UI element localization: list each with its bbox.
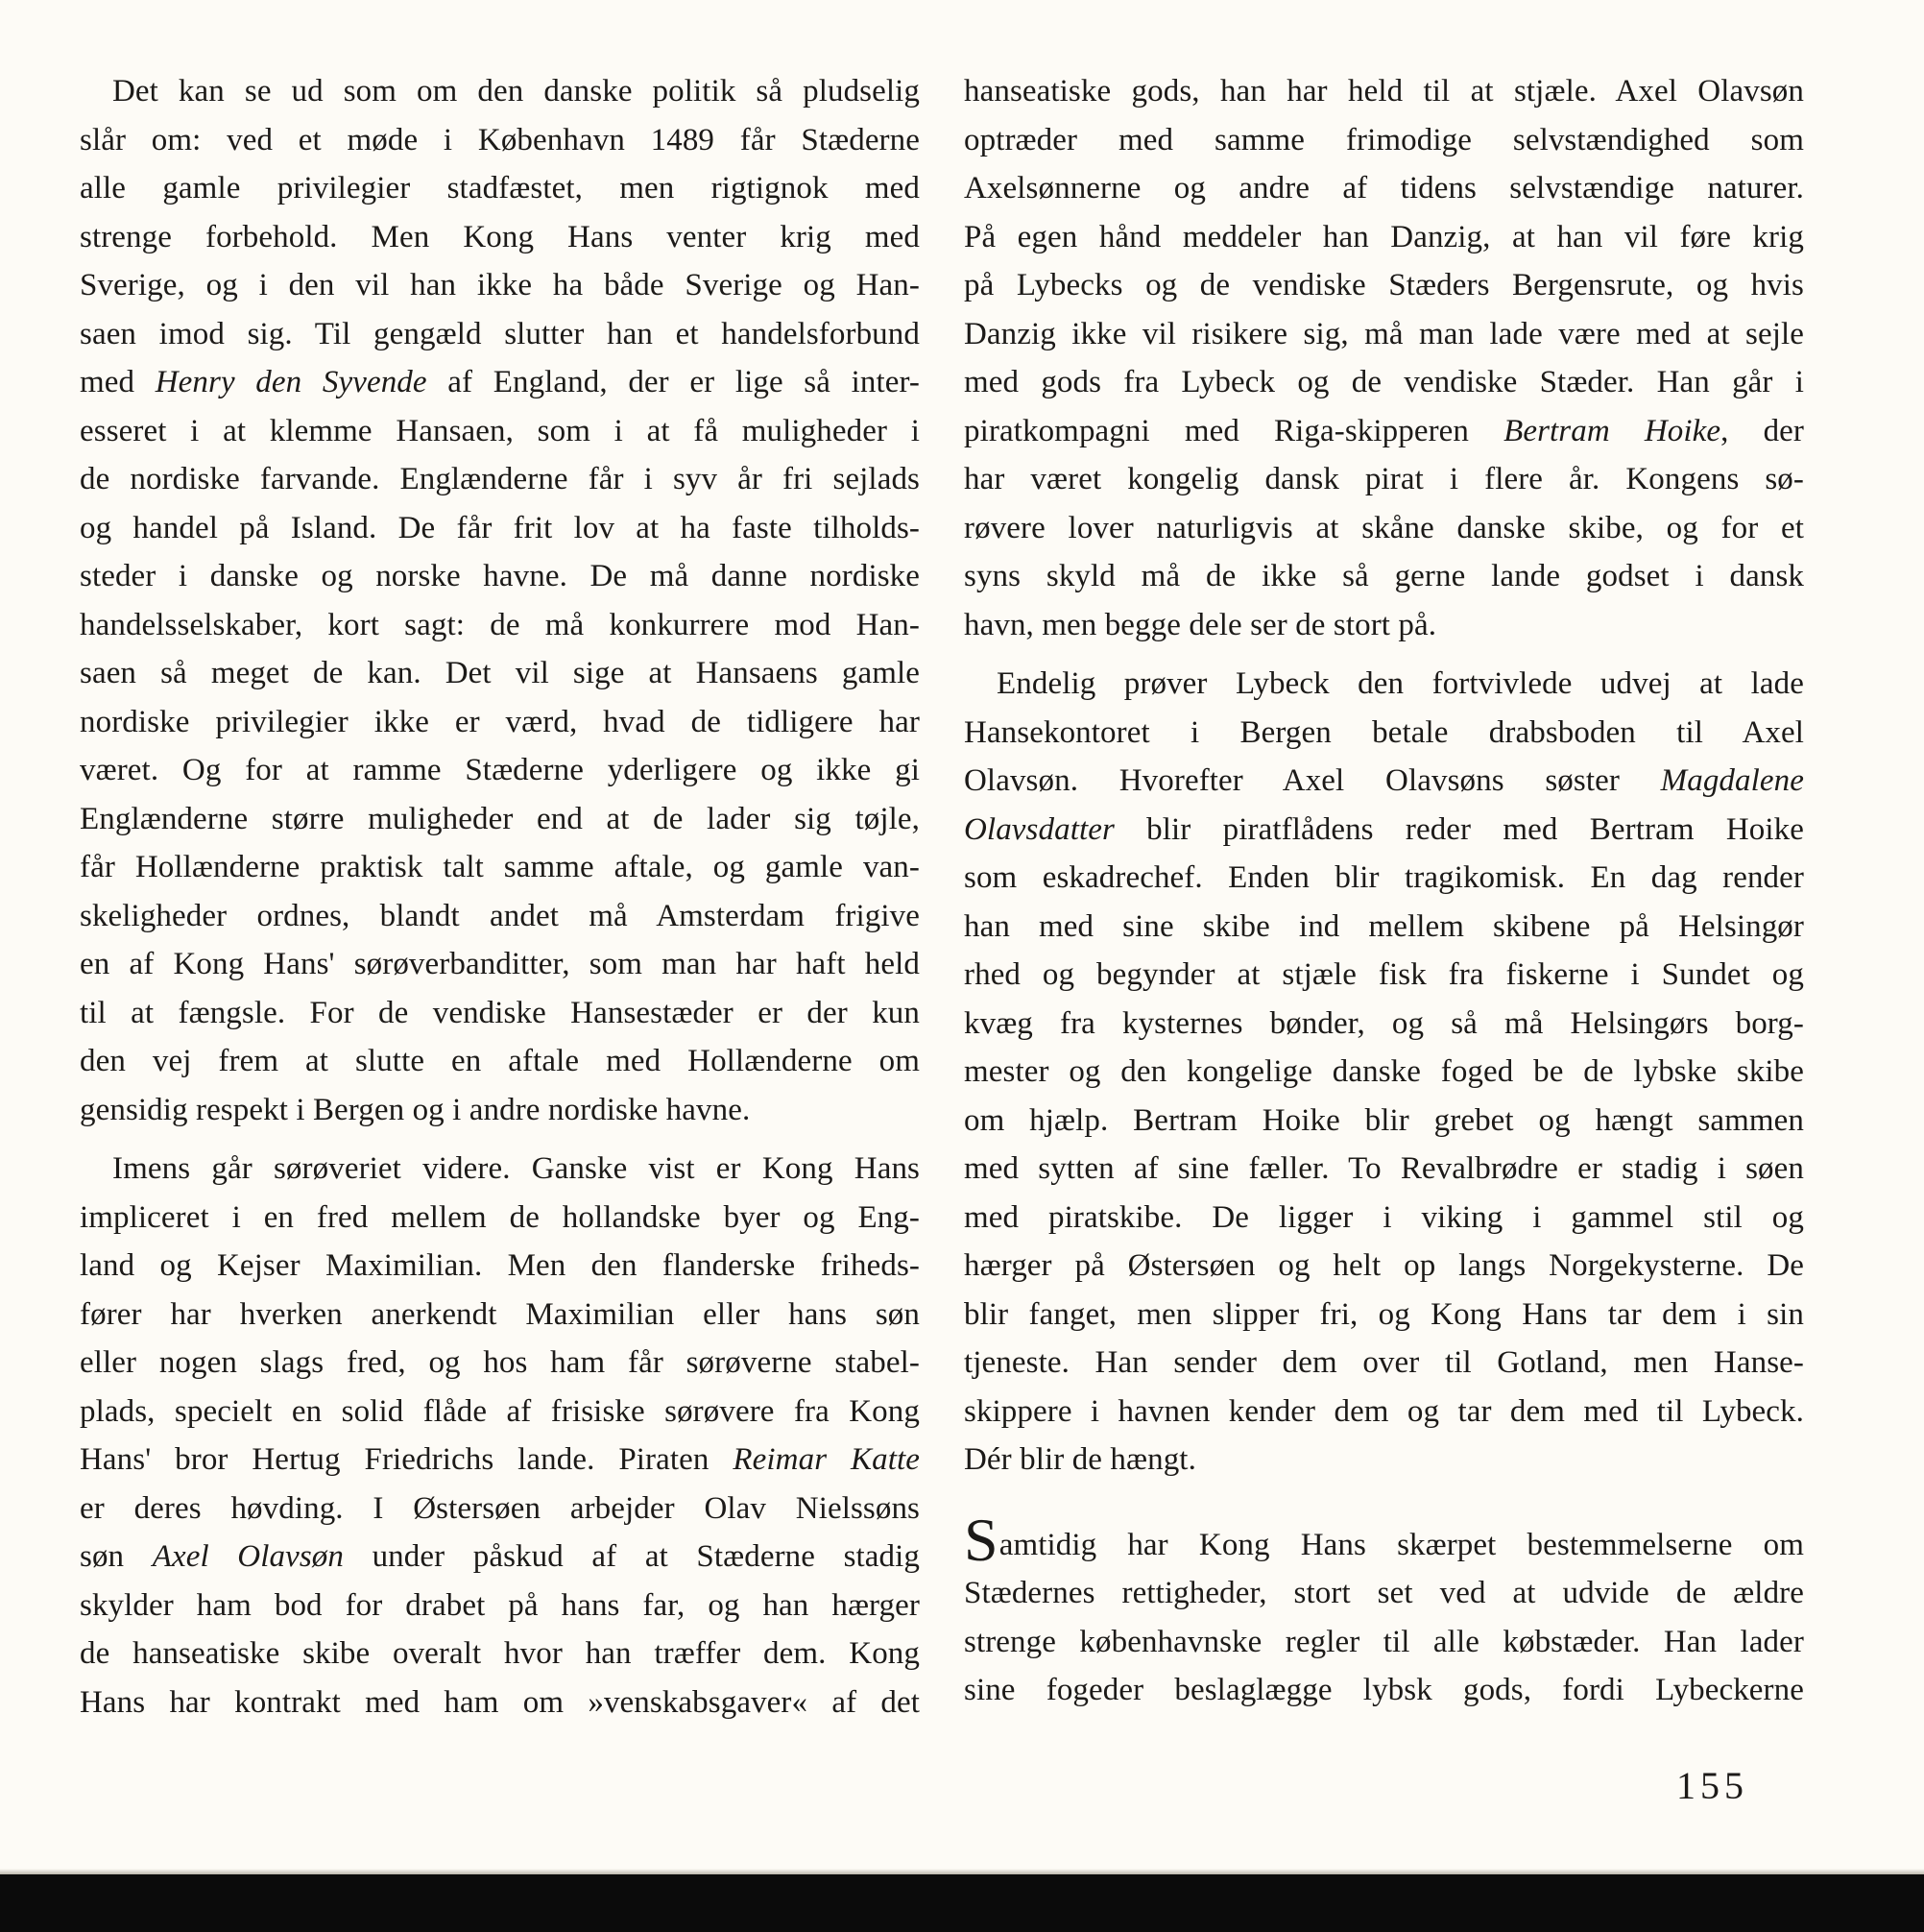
text-line: På egen hånd meddeler han Danzig, at han vil føre krig <box>964 219 1804 254</box>
text-line: Imens går sørøveriet videre. Ganske vist er Kong Hans <box>112 1151 920 1186</box>
text-line: Sverige, og i den vil han ikke ha både Sverige og Han- <box>80 268 920 302</box>
text-line: Axelsønnerne og andre af tidens selvstændige naturer. <box>964 171 1804 205</box>
text-line: havn, men begge dele ser de stort på. <box>964 607 1437 642</box>
italic-name: Magdalene <box>1660 763 1804 798</box>
text-line: kvæg fra kysternes bønder, og så må Helsingørs borg- <box>964 1005 1804 1041</box>
text-line: eller nogen slags fred, og hos ham får sørøverne stabel- <box>80 1345 920 1380</box>
text-line: optræder med samme frimodige selvstændighed som <box>964 122 1804 157</box>
text-line: steder i danske og norske havne. De må danne nordiske <box>80 559 920 593</box>
page-edge-shadow <box>0 1874 1924 1932</box>
text-line: Dér blir de hængt. <box>964 1442 1196 1477</box>
left-column <box>80 67 920 1727</box>
text-line: Englænderne større muligheder end at de lader sig tøjle, <box>80 801 920 836</box>
text-line: med Henry den Syvende af England, der er lige så inter- <box>80 365 921 399</box>
text-line: de nordiske farvande. Englænderne får i syv år fri sejlads <box>80 462 920 496</box>
text-line: Danzig ikke vil risikere sig, må man lade være med at sejle <box>964 316 1804 351</box>
text-line: mester og den kongelige danske foged be de lybske skibe <box>964 1054 1804 1089</box>
text-line: tjeneste. Han sender dem over til Gotland, men Hanse- <box>964 1345 1804 1380</box>
text-line: saen så meget de kan. Det vil sige at Hansaens gamle <box>80 656 920 690</box>
text-line: blir fanget, men slipper fri, og Kong Hans tar dem i sin <box>964 1296 1804 1332</box>
text-line: på Lybecks og de vendiske Stæders Bergensrute, og hvis <box>964 268 1804 302</box>
text-line: Stædernes rettigheder, stort set ved at udvide de ældre <box>964 1576 1804 1610</box>
text-line: alle gamle privilegier stadfæstet, men rigtignok med <box>80 171 920 205</box>
text-line: rhed og begynder at stjæle fisk fra fiskerne i Sundet og <box>964 957 1804 992</box>
text-line: gensidig respekt i Bergen og i andre nordiske havne. <box>80 1092 751 1127</box>
text-line: hanseatiske gods, han har held til at stjæle. Axel Olavsøn <box>964 74 1804 109</box>
text-line: nordiske privilegier ikke er værd, hvad de tidligere har <box>80 704 920 739</box>
text-line: de hanseatiske skibe overalt hvor han træffer dem. Kong <box>80 1636 920 1671</box>
text-line: han med sine skibe ind mellem skibene på Helsingør <box>964 908 1804 944</box>
text-line: den vej frem at slutte en aftale med Hollænderne om <box>80 1044 920 1078</box>
text-line: skylder ham bod for drabet på hans far, og han hærger <box>80 1587 920 1623</box>
text-line: søn Axel Olavsøn under påskud af at Stæderne stadig <box>80 1539 921 1574</box>
text-line: impliceret i en fred mellem de hollandske byer og Eng- <box>80 1199 920 1235</box>
text-line: Samtidig har Kong Hans skærpet bestemmelserne om <box>964 1505 1804 1574</box>
text-line: Hans har kontrakt med ham om »venskabsgaver« af det <box>80 1684 920 1720</box>
text-line: med sytten af sine fæller. To Revalbrødre er stadig i søen <box>964 1151 1804 1186</box>
text-line: og handel på Island. De får frit lov at ha faste tilholds- <box>80 510 920 545</box>
text-line: en af Kong Hans' sørøverbanditter, som man har haft held <box>80 947 920 981</box>
text-line: fører har hverken anerkendt Maximilian eller hans søn <box>80 1296 920 1332</box>
text-line: piratkompagni med Riga-skipperen Bertram Hoike, der <box>964 413 1805 448</box>
italic-name: Bertram Hoike <box>1503 413 1721 448</box>
text-line: Olavsdatter blir piratflådens reder med Bertram Hoike <box>964 811 1804 847</box>
page-number: 155 <box>1676 1764 1748 1807</box>
text-line: Olavsøn. Hvorefter Axel Olavsøns søster Magdalene <box>964 763 1804 798</box>
text-line: Hansekontoret i Bergen betale drabsboden til Axel <box>964 714 1804 750</box>
text-line: slår om: ved et møde i København 1489 får Stæderne <box>80 122 920 157</box>
right-column <box>964 67 1804 1715</box>
italic-name: Axel Olavsøn <box>152 1539 344 1574</box>
text-line: skippere i havnen kender dem og tar dem med til Lybeck. <box>964 1393 1804 1429</box>
italic-name: Henry den Syvende <box>155 365 427 399</box>
italic-name: Reimar Katte <box>733 1442 920 1477</box>
text-line: syns skyld må de ikke så gerne lande godset i dansk <box>964 559 1804 593</box>
text-line: saen imod sig. Til gengæld slutter han et handelsforbund <box>80 316 920 351</box>
text-line: har været kongelig dansk pirat i flere år. Kongens sø- <box>964 462 1804 496</box>
text-line: handelsselskaber, kort sagt: de må konkurrere mod Han- <box>80 607 920 642</box>
text-line: sine fogeder beslaglægge lybsk gods, fordi Lybeckerne <box>964 1673 1804 1707</box>
text-line: med piratskibe. De ligger i viking i gammel stil og <box>964 1199 1804 1235</box>
text-line: om hjælp. Bertram Hoike blir grebet og hængt sammen <box>964 1102 1804 1138</box>
text-line: med gods fra Lybeck og de vendiske Stæder. Han går i <box>964 365 1804 399</box>
drop-cap: S <box>964 1505 998 1574</box>
text-line: som eskadrechef. Enden blir tragikomisk. En dag render <box>964 860 1804 895</box>
text-line: Endelig prøver Lybeck den fortvivlede udvej at lade <box>997 666 1804 701</box>
text-line: strenge københavnske regler til alle købstæder. Han lader <box>964 1624 1804 1659</box>
text-line: røvere lover naturligvis at skåne danske skibe, og for et <box>964 510 1804 545</box>
italic-name: Olavsdatter <box>964 811 1115 847</box>
text-line: hærger på Østersøen og helt op langs Norgekysterne. De <box>964 1248 1804 1283</box>
text-line: er deres høvding. I Østersøen arbejder Olav Nielssøns <box>80 1490 920 1526</box>
text-line: Hans' bror Hertug Friedrichs lande. Piraten Reimar Katte <box>80 1442 920 1477</box>
text-line: får Hollænderne praktisk talt samme aftale, og gamle van- <box>80 850 920 884</box>
text-line: plads, specielt en solid flåde af frisiske sørøvere fra Kong <box>80 1393 920 1429</box>
text-line: været. Og for at ramme Stæderne yderligere og ikke gi <box>80 753 920 787</box>
text-line: esseret i at klemme Hansaen, som i at få muligheder i <box>80 413 920 448</box>
text-line: til at fængsle. For de vendiske Hansestæder er der kun <box>80 995 920 1030</box>
text-line: skeligheder ordnes, blandt andet må Amsterdam frigive <box>80 898 920 933</box>
text-line: Det kan se ud som om den danske politik så pludselig <box>112 74 920 109</box>
text-line: land og Kejser Maximilian. Men den flanderske friheds- <box>80 1248 920 1283</box>
text-line: strenge forbehold. Men Kong Hans venter krig med <box>80 219 920 254</box>
